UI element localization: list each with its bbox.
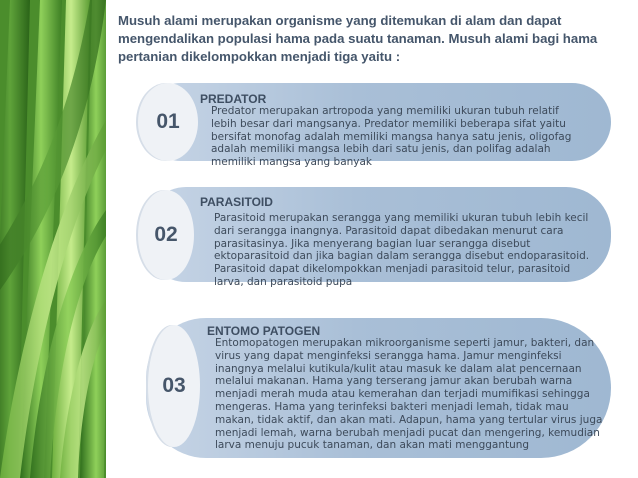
item-circle-02 — [138, 190, 194, 280]
item-number: 01 — [156, 110, 180, 133]
item-title-predator: PREDATOR — [200, 92, 267, 106]
intro-paragraph: Musuh alami merupakan organisme yang ditemukan di alam dan dapat mengendalikan populasi hama pada suatu tanaman. Musuh alami bagi hama pertanian dikelompokkan menjadi tiga yaitu : — [118, 13, 598, 65]
item-description-predator: Predator merupakan artropoda yang memiliki ukuran tubuh relatif lebih besar dari mangsanya. Predator memiliki beberapa sifat yaitu bersifat monofag adalah memiliki mangsa hanya satu jenis, oligofag adalah memiliki mangsa lebih dari satu jenis, dan polifag adalah memiliki mangsa yang banyak — [211, 105, 572, 169]
item-title-parasitoid: PARASITOID — [200, 195, 273, 209]
item-description-parasitoid: Parasitoid merupakan serangga yang memiliki ukuran tubuh lebih kecil dari serangga inangnya. Parasitoid dapat dibedakan menurut cara parasitasinya. Jika menyerang bagian luar serangga disebut ektoparasitoid dan jika bagian dalam serangga disebut endoparasitoid. Parasitoid dapat dikelompokkan menjadi parasitoid telur, parasitoid larva, dan parasitoid pupa — [214, 212, 590, 288]
item-circle-03 — [148, 325, 200, 447]
grass-blades-illustration — [0, 0, 106, 478]
item-circle-01 — [138, 83, 198, 161]
item-number: 02 — [154, 223, 178, 246]
item-title-entomopatogen: ENTOMO PATOGEN — [207, 324, 321, 338]
item-description-entomopatogen: Entomopatogen merupakan mikroorganisme seperti jamur, bakteri, dan virus yang dapat menginfeksi serangga hama. Jamur menginfeksi inangnya melalui kutikula/kulit atau masuk ke dalam alat pencernaan melalui makanan. Hama yang terserang jamur akan berubah warna menjadi merah muda atau kemerahan dan terjadi mumifikasi sehingga mengeras. Hama yang terinfeksi bakteri menjadi lemah, tidak mau makan, tidak aktif, dan akan mati. Adapun, hama yang tertular virus juga menjadi lemah, warna berubah menjadi pucat dan mengering, kemudian larva menuju pucuk tanaman, dan akan mati menggantung — [215, 337, 603, 452]
grass-background-image — [0, 0, 106, 478]
item-number: 03 — [162, 374, 186, 397]
